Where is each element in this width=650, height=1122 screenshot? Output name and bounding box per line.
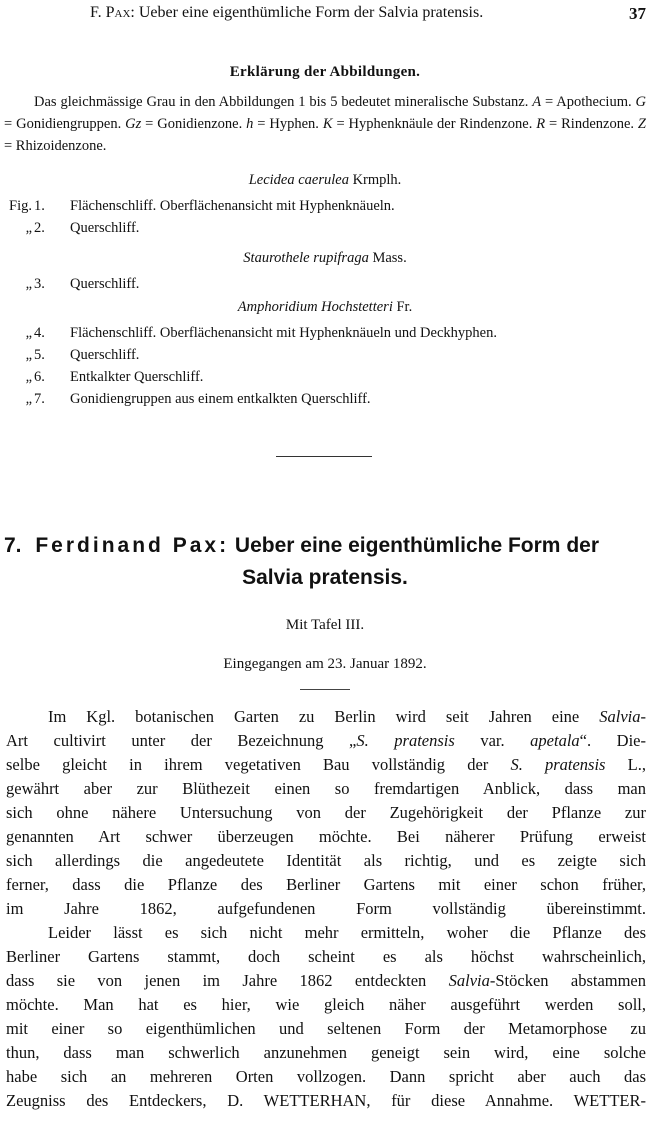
species-name: Amphoridium Hochstetteri xyxy=(237,299,393,315)
legend-text: = Apothecium. xyxy=(541,94,636,110)
body-line xyxy=(6,801,646,825)
legend-text: h xyxy=(246,116,254,132)
body-line xyxy=(6,945,646,969)
figure-number: 1. xyxy=(34,198,45,214)
figure-label: „ xyxy=(25,391,32,407)
body-text: Art cultivirt unter der Bezeichnung „ xyxy=(6,731,357,750)
body-text: - xyxy=(640,707,646,726)
running-head-title-text: : Ueber eine eigenthümliche Form der Salvia pratensis. xyxy=(130,4,484,21)
article-title-line1 xyxy=(4,534,646,558)
running-head xyxy=(90,4,646,24)
legend-text: = Rhizoidenzone. xyxy=(4,138,107,154)
body-text: Berliner Gartens stammt, doch scheint es als höchst wahrscheinlich, xyxy=(6,947,646,966)
figure-description: Entkalkter Querschliff. xyxy=(70,369,204,385)
body-text: Leider lässt es sich nicht mehr ermitteln, woher die Pflanze des xyxy=(48,923,646,942)
body-line xyxy=(6,1041,646,1065)
body-text: im Jahre 1862, aufgefundenen Form vollständig übereinstimmt. xyxy=(6,899,646,918)
figure-row xyxy=(0,276,650,298)
figure-number: 7. xyxy=(34,391,45,407)
body-text: S. pratensis xyxy=(356,731,455,750)
figure-explanation-heading: Erklärung der Abbildungen. xyxy=(229,64,421,80)
body-text: dass sie von jenen im Jahre 1862 entdeckten xyxy=(6,971,449,990)
legend-text: G xyxy=(635,94,647,110)
running-head-author: F. Pax xyxy=(90,4,131,21)
body-text: habe sich an mehreren Orten vollzogen. Dann spricht aber auch das xyxy=(6,1067,646,1086)
figure-row xyxy=(0,369,650,391)
legend-text: Gz xyxy=(125,116,142,132)
figure-number: 6. xyxy=(34,369,45,385)
figure-description: Querschliff. xyxy=(70,276,140,292)
figure-row xyxy=(0,220,650,242)
legend-text: = Gonidiengruppen. xyxy=(4,116,126,132)
body-text: sich allerdings die angedeutete Identität als richtig, und es zeigte sich xyxy=(6,851,646,870)
running-head-title xyxy=(90,4,483,22)
short-rule xyxy=(300,689,350,690)
figure-label: „ xyxy=(25,220,32,236)
body-text: var. xyxy=(454,731,531,750)
figure-label: „ xyxy=(25,325,32,341)
species-authority: Krmplh. xyxy=(348,172,402,188)
figure-description: Gonidiengruppen aus einem entkalkten Querschliff. xyxy=(70,391,371,407)
article-author: Ferdinand Pax: xyxy=(35,534,230,557)
figure-description: Flächenschliff. Oberflächenansicht mit Hyphenknäueln. xyxy=(70,198,395,214)
body-text: Salvia xyxy=(448,971,490,990)
figure-description: Querschliff. xyxy=(70,220,140,236)
figure-legend-paragraph xyxy=(4,91,646,157)
species-authority: Fr. xyxy=(392,299,413,315)
article-number: 7. xyxy=(4,534,22,557)
species-heading xyxy=(0,250,650,267)
body-text: Im Kgl. botanischen Garten zu Berlin wird seit Jahren eine xyxy=(48,707,600,726)
legend-text: Z xyxy=(637,116,646,132)
species-authority: Mass. xyxy=(368,250,407,266)
figure-number: 2. xyxy=(34,220,45,236)
figure-description: Flächenschliff. Oberflächenansicht mit Hyphenknäueln und Deckhyphen. xyxy=(70,325,497,341)
plate-reference: Mit Tafel III. xyxy=(285,617,365,633)
figure-number: 3. xyxy=(34,276,45,292)
body-line xyxy=(6,1065,646,1089)
body-text: Zeugniss des Entdeckers, D. WETTERHAN, für diese Annahme. WETTER- xyxy=(6,1091,646,1110)
legend-text: = Gonidienzone. xyxy=(141,116,247,132)
legend-text: = Hyphen. xyxy=(253,116,323,132)
body-line xyxy=(6,753,646,777)
body-text: -Stöcken abstammen xyxy=(489,971,647,990)
legend-text: K xyxy=(322,116,333,132)
legend-text: = Rindenzone. xyxy=(545,116,638,132)
legend-text: = Hyphenknäule der Rindenzone. xyxy=(332,116,537,132)
body-line xyxy=(6,873,646,897)
body-text: apetala xyxy=(530,731,580,750)
body-text: gewährt aber zur Blüthezeit einen so fremdartigen Anblick, dass man xyxy=(6,779,646,798)
body-line xyxy=(48,921,646,945)
body-line xyxy=(6,897,646,921)
body-text: sich ohne nähere Untersuchung von der Zugehörigkeit der Pflanze zur xyxy=(6,803,646,822)
body-line xyxy=(6,825,646,849)
figure-number: 5. xyxy=(34,347,45,363)
figure-row xyxy=(0,325,650,347)
figure-number: 4. xyxy=(34,325,45,341)
body-text: selbe gleicht in ihrem vegetativen Bau vollständig der xyxy=(6,755,511,774)
body-line xyxy=(6,969,646,993)
figure-row xyxy=(0,391,650,413)
body-text: thun, dass man schwerlich anzunehmen geneigt sein wird, eine solche xyxy=(6,1043,646,1062)
body-line xyxy=(48,705,646,729)
figure-row xyxy=(0,347,650,369)
figure-label: Fig. xyxy=(9,198,32,214)
body-text: ferner, dass die Pflanze des Berliner Gartens mit einer schon früher, xyxy=(6,875,646,894)
received-date: Eingegangen am 23. Januar 1892. xyxy=(223,656,427,672)
species-name: Staurothele rupifraga xyxy=(243,250,369,266)
species-heading xyxy=(0,299,650,316)
body-text: möchte. Man hat es hier, wie gleich näher ausgeführt werden soll, xyxy=(6,995,646,1014)
article-title-text: Ueber eine eigenthümliche Form der xyxy=(234,534,599,557)
section-divider xyxy=(276,456,372,457)
page-number: 37 xyxy=(629,4,646,23)
figure-description: Querschliff. xyxy=(70,347,140,363)
article-title-line2: Salvia pratensis. xyxy=(242,566,408,589)
body-text: Salvia xyxy=(599,707,641,726)
legend-text: R xyxy=(536,116,546,132)
body-line xyxy=(6,1017,646,1041)
figure-row xyxy=(0,198,650,220)
body-line xyxy=(6,993,646,1017)
body-text: mit einer so eigenthümlichen und seltenen Form der Metamorphose zu xyxy=(6,1019,646,1038)
body-line xyxy=(6,729,646,753)
legend-text: Das gleichmässige Grau in den Abbildungen 1 bis 5 bedeutet mineralische Substanz. xyxy=(34,94,533,110)
body-text: L., xyxy=(605,755,646,774)
body-line xyxy=(6,849,646,873)
body-text: “. Die- xyxy=(579,731,646,750)
body-line xyxy=(6,1089,646,1113)
legend-text: A xyxy=(532,94,542,110)
body-text: S. pratensis xyxy=(510,755,606,774)
figure-label: „ xyxy=(25,369,32,385)
figure-label: „ xyxy=(25,276,32,292)
species-name: Lecidea caerulea xyxy=(248,172,349,188)
body-text: genannten Art schwer überzeugen möchte. Bei näherer Prüfung erweist xyxy=(6,827,646,846)
body-line xyxy=(6,777,646,801)
species-heading xyxy=(0,172,650,189)
figure-label: „ xyxy=(25,347,32,363)
